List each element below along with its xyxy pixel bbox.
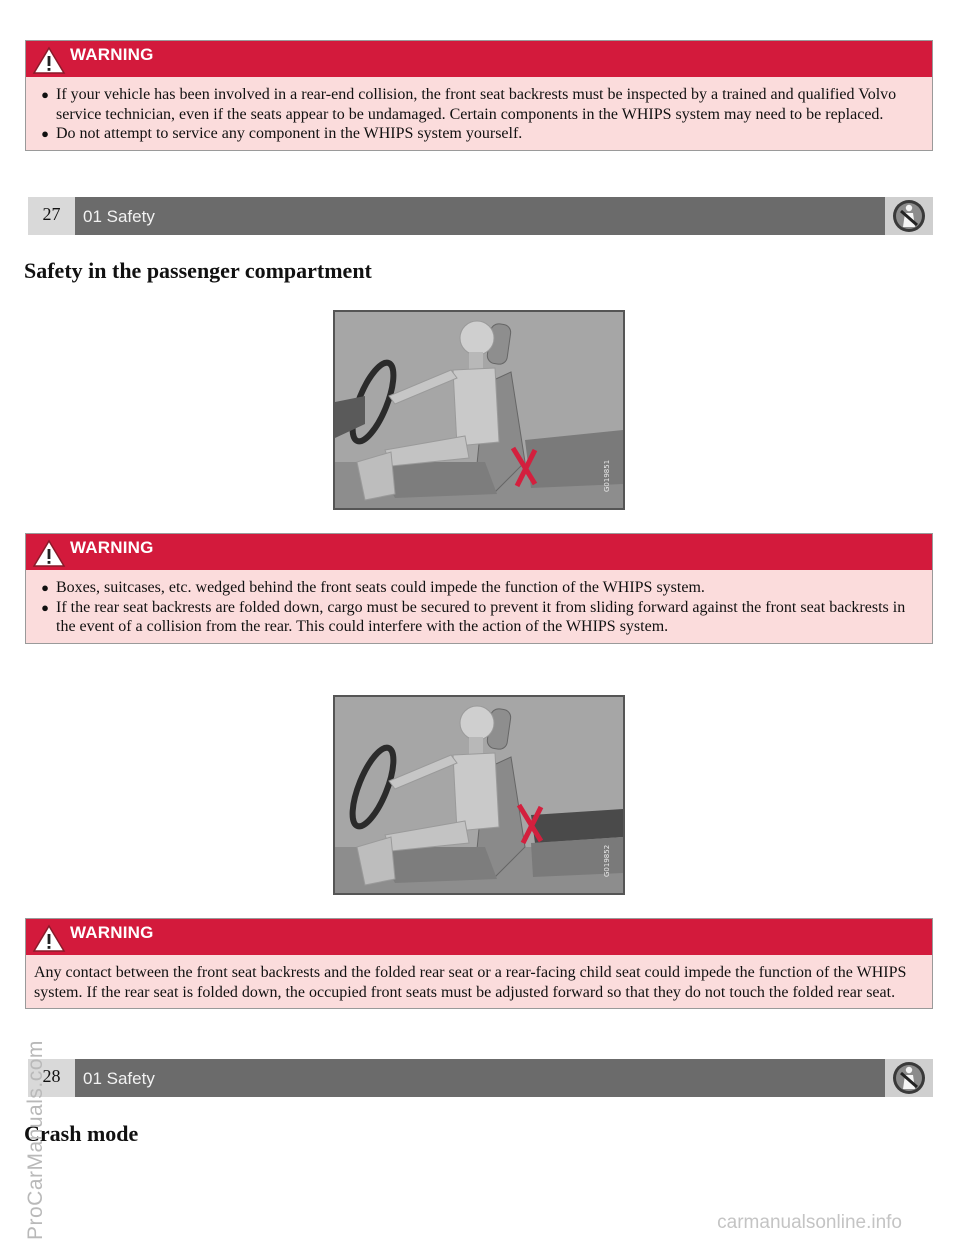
section-heading: Crash mode: [24, 1121, 139, 1146]
page-number: 27: [42, 204, 61, 224]
figure-code: G019852: [603, 844, 611, 877]
whips-seat-folded-illustration: [333, 695, 625, 895]
section-title: 01 Safety: [75, 197, 885, 235]
footer-watermark: carmanualsonline.info: [717, 1212, 902, 1233]
warning-body: [26, 570, 932, 643]
section-title: 01 Safety: [75, 1059, 885, 1097]
page-number: 28: [42, 1066, 61, 1086]
warning-text: Any contact between the front seat backrests and the folded rear seat or a rear-facing child seat could impede the function of the WHIPS system. If the rear seat is folded down, the occupied front seats must be adjusted forward so that they do not touch the folded rear seat.: [34, 964, 907, 1001]
warning-body: [26, 77, 932, 150]
section-header-bar: [28, 1059, 933, 1097]
warning-item: ● If the rear seat backrests are folded down, cargo must be secured to prevent it from sliding forward against the front seat backrests in the event of a collision from the rear. This could interfere with the action of the WHIPS system.: [41, 598, 906, 635]
warning-body: [26, 955, 932, 1008]
warning-title: WARNING: [70, 45, 154, 64]
figure-code: G019851: [603, 459, 611, 492]
warning-item: ● Boxes, suitcases, etc. wedged behind the front seats could impede the function of the WHIPS system.: [41, 579, 705, 596]
warning-box-3: [25, 918, 933, 1009]
side-watermark: ProCarManuals.com: [24, 1040, 47, 1240]
section-header-bar: [28, 197, 933, 235]
warning-header: [26, 41, 932, 77]
warning-item: ● If your vehicle has been involved in a rear-end collision, the front seat backrests must be inspected by a trained and qualified Volvo service technician, even if the seats appear to be undamaged. Certain components in the WHIPS system may need to be replaced.: [41, 86, 897, 123]
warning-header: [26, 919, 932, 955]
warning-box-2: [25, 533, 933, 644]
seatbelt-icon: [885, 197, 933, 235]
section-heading: Safety in the passenger compartment: [24, 258, 372, 283]
warning-header: [26, 534, 932, 570]
seatbelt-icon: [885, 1059, 933, 1097]
warning-title: WARNING: [70, 923, 154, 942]
warning-item: ● Do not attempt to service any component in the WHIPS system yourself.: [41, 125, 523, 142]
warning-triangle-icon: [32, 45, 66, 75]
warning-title: WARNING: [70, 538, 154, 557]
whips-seat-illustration: [333, 310, 625, 510]
warning-box-1: [25, 40, 933, 151]
